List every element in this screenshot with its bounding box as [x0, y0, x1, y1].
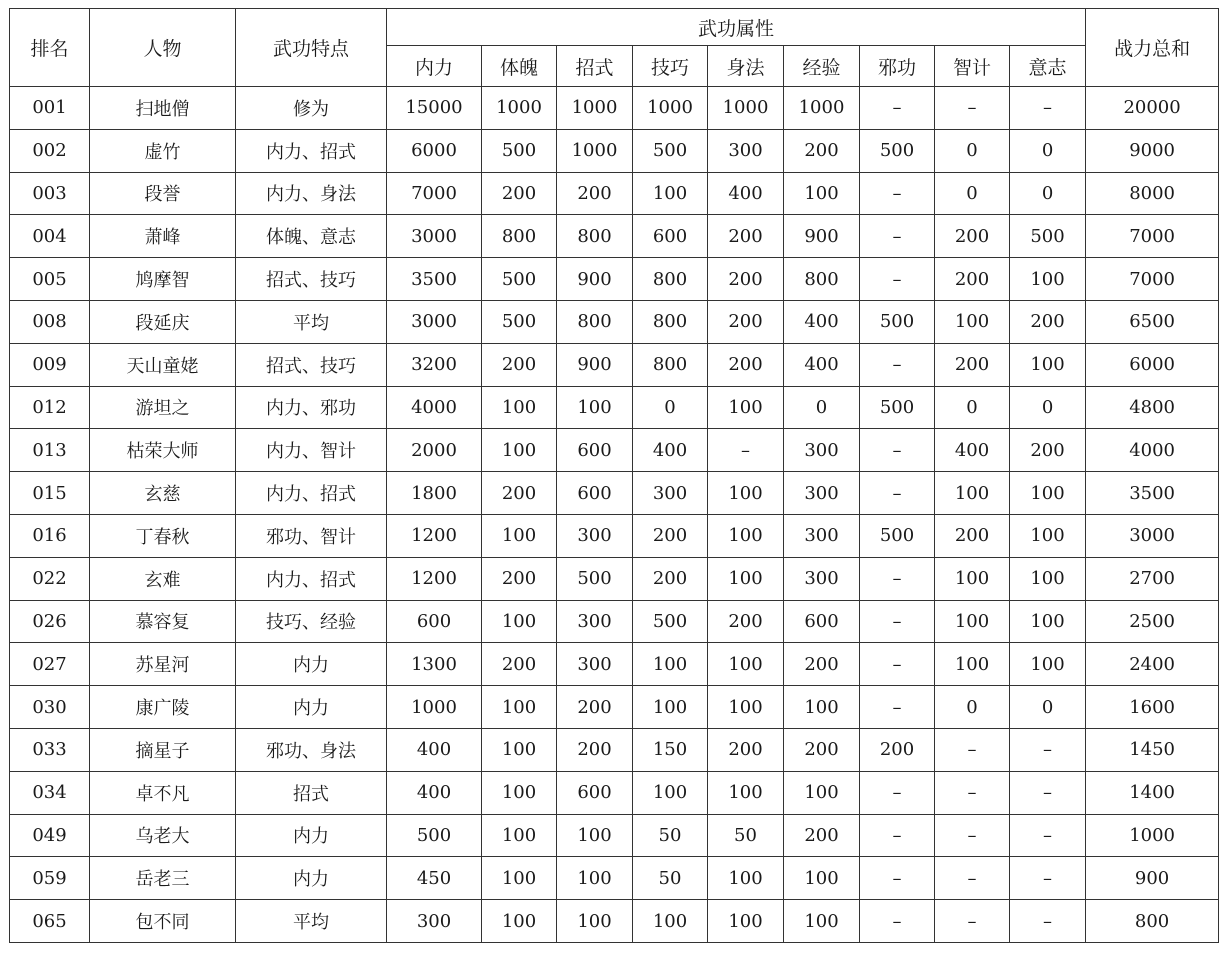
cell-tipo: 200 [482, 472, 557, 515]
cell-total: 1400 [1086, 771, 1219, 814]
cell-jingyan: 900 [784, 215, 860, 258]
cell-rank: 004 [10, 215, 90, 258]
cell-rank: 065 [10, 900, 90, 943]
cell-rank: 026 [10, 600, 90, 643]
cell-xiegong: – [860, 771, 935, 814]
cell-total: 20000 [1086, 87, 1219, 130]
cell-neili: 500 [387, 814, 482, 857]
cell-person: 摘星子 [90, 728, 236, 771]
cell-total: 6500 [1086, 300, 1219, 343]
cell-zhiji: 200 [935, 258, 1010, 301]
cell-jiqiao: 200 [633, 514, 708, 557]
cell-tipo: 100 [482, 600, 557, 643]
cell-trait: 内力、招式 [236, 129, 387, 172]
cell-yizhi: 100 [1010, 258, 1086, 301]
cell-person: 慕容复 [90, 600, 236, 643]
cell-yizhi: 500 [1010, 215, 1086, 258]
cell-rank: 002 [10, 129, 90, 172]
cell-total: 2700 [1086, 557, 1219, 600]
cell-xiegong: 500 [860, 129, 935, 172]
cell-jiqiao: 50 [633, 814, 708, 857]
cell-rank: 009 [10, 343, 90, 386]
cell-trait: 平均 [236, 300, 387, 343]
cell-tipo: 100 [482, 728, 557, 771]
cell-jingyan: 300 [784, 472, 860, 515]
cell-tipo: 100 [482, 386, 557, 429]
cell-jiqiao: 500 [633, 600, 708, 643]
cell-shenfa: 100 [708, 514, 784, 557]
table-row [10, 728, 1219, 771]
cell-person: 苏星河 [90, 643, 236, 686]
cell-zhiji: 0 [935, 686, 1010, 729]
cell-total: 800 [1086, 900, 1219, 943]
cell-neili: 600 [387, 600, 482, 643]
cell-neili: 4000 [387, 386, 482, 429]
cell-zhaoshi: 100 [557, 386, 633, 429]
cell-zhaoshi: 100 [557, 900, 633, 943]
header-attr: 技巧 [633, 46, 708, 87]
cell-zhaoshi: 600 [557, 771, 633, 814]
cell-jiqiao: 200 [633, 557, 708, 600]
cell-jiqiao: 100 [633, 900, 708, 943]
header-attr: 体魄 [482, 46, 557, 87]
ranking-table-container [9, 8, 1219, 943]
cell-xiegong: – [860, 857, 935, 900]
cell-tipo: 100 [482, 686, 557, 729]
cell-jiqiao: 800 [633, 300, 708, 343]
cell-neili: 2000 [387, 429, 482, 472]
cell-jingyan: 400 [784, 300, 860, 343]
cell-tipo: 500 [482, 258, 557, 301]
cell-person: 丁春秋 [90, 514, 236, 557]
cell-person: 岳老三 [90, 857, 236, 900]
cell-xiegong: – [860, 686, 935, 729]
cell-rank: 012 [10, 386, 90, 429]
cell-trait: 邪功、智计 [236, 514, 387, 557]
cell-neili: 450 [387, 857, 482, 900]
cell-xiegong: – [860, 557, 935, 600]
cell-jingyan: 100 [784, 900, 860, 943]
cell-jiqiao: 400 [633, 429, 708, 472]
cell-total: 3000 [1086, 514, 1219, 557]
cell-person: 游坦之 [90, 386, 236, 429]
cell-shenfa: 200 [708, 728, 784, 771]
cell-neili: 1800 [387, 472, 482, 515]
cell-yizhi: 100 [1010, 643, 1086, 686]
cell-zhiji: 200 [935, 343, 1010, 386]
cell-shenfa: 1000 [708, 87, 784, 130]
cell-rank: 001 [10, 87, 90, 130]
cell-tipo: 100 [482, 429, 557, 472]
cell-yizhi: 0 [1010, 386, 1086, 429]
martial-arts-ranking-table [9, 8, 1219, 943]
cell-person: 扫地僧 [90, 87, 236, 130]
cell-yizhi: 200 [1010, 300, 1086, 343]
table-row [10, 472, 1219, 515]
cell-total: 3500 [1086, 472, 1219, 515]
cell-zhiji: 100 [935, 472, 1010, 515]
cell-yizhi: 100 [1010, 557, 1086, 600]
cell-xiegong: 500 [860, 300, 935, 343]
cell-person: 天山童姥 [90, 343, 236, 386]
cell-person: 段誉 [90, 172, 236, 215]
cell-zhiji: 0 [935, 172, 1010, 215]
table-row [10, 172, 1219, 215]
cell-xiegong: – [860, 215, 935, 258]
cell-zhiji: 100 [935, 557, 1010, 600]
cell-trait: 招式 [236, 771, 387, 814]
cell-neili: 1300 [387, 643, 482, 686]
cell-jingyan: 300 [784, 429, 860, 472]
cell-jingyan: 300 [784, 557, 860, 600]
cell-rank: 030 [10, 686, 90, 729]
cell-zhiji: 400 [935, 429, 1010, 472]
cell-jingyan: 600 [784, 600, 860, 643]
cell-xiegong: – [860, 900, 935, 943]
cell-total: 900 [1086, 857, 1219, 900]
cell-jiqiao: 100 [633, 172, 708, 215]
cell-neili: 1200 [387, 514, 482, 557]
cell-person: 玄难 [90, 557, 236, 600]
cell-tipo: 100 [482, 900, 557, 943]
cell-neili: 3000 [387, 215, 482, 258]
cell-jingyan: 100 [784, 771, 860, 814]
cell-tipo: 100 [482, 514, 557, 557]
cell-shenfa: 200 [708, 300, 784, 343]
cell-jiqiao: 500 [633, 129, 708, 172]
cell-shenfa: 200 [708, 215, 784, 258]
cell-rank: 013 [10, 429, 90, 472]
cell-zhiji: – [935, 728, 1010, 771]
cell-jingyan: 1000 [784, 87, 860, 130]
cell-trait: 内力、招式 [236, 472, 387, 515]
cell-zhaoshi: 100 [557, 857, 633, 900]
cell-shenfa: 50 [708, 814, 784, 857]
table-row [10, 686, 1219, 729]
table-row [10, 771, 1219, 814]
header-attribute-group: 武功属性 [387, 9, 1086, 46]
cell-trait: 内力、招式 [236, 557, 387, 600]
cell-zhaoshi: 600 [557, 472, 633, 515]
cell-rank: 022 [10, 557, 90, 600]
cell-person: 虚竹 [90, 129, 236, 172]
cell-zhiji: 0 [935, 386, 1010, 429]
cell-person: 枯荣大师 [90, 429, 236, 472]
cell-trait: 体魄、意志 [236, 215, 387, 258]
cell-zhaoshi: 600 [557, 429, 633, 472]
table-row [10, 557, 1219, 600]
header-attr: 智计 [935, 46, 1010, 87]
cell-trait: 内力 [236, 814, 387, 857]
cell-neili: 3000 [387, 300, 482, 343]
cell-shenfa: 100 [708, 771, 784, 814]
cell-tipo: 200 [482, 172, 557, 215]
cell-jiqiao: 150 [633, 728, 708, 771]
header-attr: 内力 [387, 46, 482, 87]
cell-trait: 技巧、经验 [236, 600, 387, 643]
cell-xiegong: 500 [860, 514, 935, 557]
cell-trait: 平均 [236, 900, 387, 943]
cell-jiqiao: 800 [633, 258, 708, 301]
cell-zhaoshi: 1000 [557, 87, 633, 130]
cell-jingyan: 200 [784, 643, 860, 686]
cell-yizhi: 100 [1010, 514, 1086, 557]
cell-shenfa: 300 [708, 129, 784, 172]
cell-zhiji: 200 [935, 514, 1010, 557]
cell-trait: 修为 [236, 87, 387, 130]
cell-jiqiao: 100 [633, 771, 708, 814]
cell-tipo: 500 [482, 300, 557, 343]
cell-rank: 059 [10, 857, 90, 900]
cell-yizhi: – [1010, 728, 1086, 771]
cell-yizhi: 0 [1010, 686, 1086, 729]
cell-shenfa: 100 [708, 686, 784, 729]
header-trait: 武功特点 [236, 9, 387, 87]
cell-person: 段延庆 [90, 300, 236, 343]
cell-zhaoshi: 300 [557, 600, 633, 643]
cell-tipo: 200 [482, 343, 557, 386]
cell-zhaoshi: 100 [557, 814, 633, 857]
cell-total: 1450 [1086, 728, 1219, 771]
cell-jiqiao: 100 [633, 686, 708, 729]
cell-yizhi: – [1010, 814, 1086, 857]
cell-person: 萧峰 [90, 215, 236, 258]
cell-zhaoshi: 300 [557, 514, 633, 557]
header-attr: 身法 [708, 46, 784, 87]
cell-zhaoshi: 300 [557, 643, 633, 686]
header-attr: 邪功 [860, 46, 935, 87]
cell-xiegong: – [860, 343, 935, 386]
cell-rank: 015 [10, 472, 90, 515]
cell-shenfa: 200 [708, 258, 784, 301]
cell-tipo: 100 [482, 857, 557, 900]
table-row [10, 300, 1219, 343]
cell-xiegong: – [860, 814, 935, 857]
table-row [10, 600, 1219, 643]
table-row [10, 129, 1219, 172]
cell-tipo: 1000 [482, 87, 557, 130]
cell-yizhi: – [1010, 900, 1086, 943]
cell-person: 包不同 [90, 900, 236, 943]
cell-zhiji: 200 [935, 215, 1010, 258]
cell-total: 4800 [1086, 386, 1219, 429]
cell-person: 卓不凡 [90, 771, 236, 814]
cell-xiegong: – [860, 172, 935, 215]
cell-person: 玄慈 [90, 472, 236, 515]
cell-shenfa: 100 [708, 386, 784, 429]
cell-yizhi: – [1010, 857, 1086, 900]
cell-tipo: 500 [482, 129, 557, 172]
cell-yizhi: 200 [1010, 429, 1086, 472]
cell-total: 4000 [1086, 429, 1219, 472]
cell-shenfa: 400 [708, 172, 784, 215]
cell-tipo: 100 [482, 771, 557, 814]
cell-yizhi: 100 [1010, 472, 1086, 515]
header-person: 人物 [90, 9, 236, 87]
cell-jingyan: 200 [784, 728, 860, 771]
cell-neili: 400 [387, 728, 482, 771]
table-row [10, 643, 1219, 686]
header-attr: 意志 [1010, 46, 1086, 87]
cell-jingyan: 300 [784, 514, 860, 557]
cell-total: 7000 [1086, 215, 1219, 258]
cell-zhiji: – [935, 771, 1010, 814]
cell-shenfa: 100 [708, 643, 784, 686]
cell-jingyan: 200 [784, 814, 860, 857]
cell-trait: 内力、身法 [236, 172, 387, 215]
cell-neili: 300 [387, 900, 482, 943]
cell-rank: 034 [10, 771, 90, 814]
table-header [10, 9, 1219, 87]
cell-trait: 内力、智计 [236, 429, 387, 472]
cell-total: 2500 [1086, 600, 1219, 643]
table-row [10, 215, 1219, 258]
cell-zhiji: – [935, 87, 1010, 130]
cell-zhaoshi: 900 [557, 258, 633, 301]
cell-xiegong: – [860, 87, 935, 130]
cell-total: 6000 [1086, 343, 1219, 386]
cell-jingyan: 100 [784, 686, 860, 729]
cell-yizhi: – [1010, 87, 1086, 130]
cell-rank: 033 [10, 728, 90, 771]
table-row [10, 900, 1219, 943]
cell-total: 1600 [1086, 686, 1219, 729]
cell-zhaoshi: 200 [557, 686, 633, 729]
cell-shenfa: 200 [708, 343, 784, 386]
cell-rank: 005 [10, 258, 90, 301]
header-total: 战力总和 [1086, 9, 1219, 87]
cell-total: 7000 [1086, 258, 1219, 301]
table-row [10, 857, 1219, 900]
cell-zhiji: – [935, 857, 1010, 900]
header-rank: 排名 [10, 9, 90, 87]
cell-xiegong: – [860, 258, 935, 301]
table-body [10, 87, 1219, 943]
cell-person: 乌老大 [90, 814, 236, 857]
header-row-top [10, 9, 1219, 46]
cell-neili: 15000 [387, 87, 482, 130]
cell-shenfa: 100 [708, 857, 784, 900]
cell-trait: 邪功、身法 [236, 728, 387, 771]
cell-xiegong: – [860, 429, 935, 472]
cell-yizhi: 100 [1010, 600, 1086, 643]
cell-total: 9000 [1086, 129, 1219, 172]
cell-jiqiao: 800 [633, 343, 708, 386]
cell-trait: 招式、技巧 [236, 258, 387, 301]
cell-zhiji: – [935, 814, 1010, 857]
table-row [10, 343, 1219, 386]
cell-trait: 内力 [236, 857, 387, 900]
cell-zhiji: 100 [935, 643, 1010, 686]
cell-zhaoshi: 200 [557, 172, 633, 215]
cell-tipo: 100 [482, 814, 557, 857]
cell-shenfa: 200 [708, 600, 784, 643]
cell-jiqiao: 50 [633, 857, 708, 900]
cell-jingyan: 400 [784, 343, 860, 386]
cell-jiqiao: 100 [633, 643, 708, 686]
cell-yizhi: 0 [1010, 172, 1086, 215]
cell-zhaoshi: 200 [557, 728, 633, 771]
table-row [10, 386, 1219, 429]
cell-shenfa: 100 [708, 900, 784, 943]
cell-yizhi: 100 [1010, 343, 1086, 386]
cell-trait: 内力 [236, 686, 387, 729]
cell-shenfa: 100 [708, 557, 784, 600]
cell-rank: 049 [10, 814, 90, 857]
table-row [10, 87, 1219, 130]
cell-rank: 008 [10, 300, 90, 343]
table-row [10, 429, 1219, 472]
cell-person: 鸠摩智 [90, 258, 236, 301]
cell-trait: 招式、技巧 [236, 343, 387, 386]
cell-total: 1000 [1086, 814, 1219, 857]
cell-neili: 3200 [387, 343, 482, 386]
cell-yizhi: 0 [1010, 129, 1086, 172]
cell-tipo: 800 [482, 215, 557, 258]
cell-zhaoshi: 800 [557, 215, 633, 258]
cell-total: 8000 [1086, 172, 1219, 215]
cell-total: 2400 [1086, 643, 1219, 686]
cell-neili: 7000 [387, 172, 482, 215]
cell-zhiji: 100 [935, 300, 1010, 343]
cell-neili: 3500 [387, 258, 482, 301]
cell-zhaoshi: 800 [557, 300, 633, 343]
cell-xiegong: 200 [860, 728, 935, 771]
cell-jingyan: 100 [784, 857, 860, 900]
cell-shenfa: 100 [708, 472, 784, 515]
cell-trait: 内力、邪功 [236, 386, 387, 429]
cell-neili: 6000 [387, 129, 482, 172]
cell-jiqiao: 300 [633, 472, 708, 515]
cell-jingyan: 200 [784, 129, 860, 172]
cell-jiqiao: 0 [633, 386, 708, 429]
table-row [10, 514, 1219, 557]
cell-jiqiao: 600 [633, 215, 708, 258]
header-attr: 经验 [784, 46, 860, 87]
cell-jingyan: 100 [784, 172, 860, 215]
cell-tipo: 200 [482, 557, 557, 600]
cell-shenfa: – [708, 429, 784, 472]
cell-xiegong: – [860, 643, 935, 686]
table-row [10, 258, 1219, 301]
cell-zhaoshi: 1000 [557, 129, 633, 172]
cell-rank: 016 [10, 514, 90, 557]
cell-rank: 003 [10, 172, 90, 215]
cell-zhiji: 0 [935, 129, 1010, 172]
cell-trait: 内力 [236, 643, 387, 686]
cell-tipo: 200 [482, 643, 557, 686]
cell-xiegong: – [860, 472, 935, 515]
cell-zhiji: 100 [935, 600, 1010, 643]
cell-jingyan: 800 [784, 258, 860, 301]
cell-yizhi: – [1010, 771, 1086, 814]
cell-person: 康广陵 [90, 686, 236, 729]
table-row [10, 814, 1219, 857]
cell-zhaoshi: 900 [557, 343, 633, 386]
cell-zhiji: – [935, 900, 1010, 943]
cell-zhaoshi: 500 [557, 557, 633, 600]
cell-neili: 1200 [387, 557, 482, 600]
cell-xiegong: – [860, 600, 935, 643]
cell-xiegong: 500 [860, 386, 935, 429]
header-attr: 招式 [557, 46, 633, 87]
cell-jiqiao: 1000 [633, 87, 708, 130]
cell-rank: 027 [10, 643, 90, 686]
cell-jingyan: 0 [784, 386, 860, 429]
cell-neili: 400 [387, 771, 482, 814]
cell-neili: 1000 [387, 686, 482, 729]
